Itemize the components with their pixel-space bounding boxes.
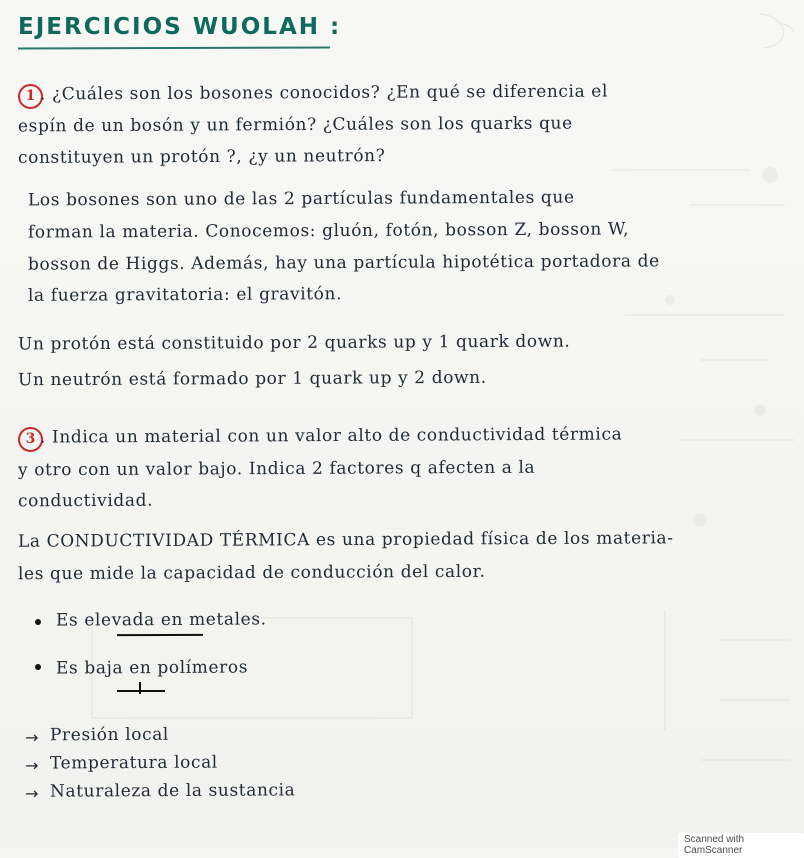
title-underline xyxy=(18,46,330,49)
question-number-3: 3 xyxy=(18,427,43,452)
neutron-composition: Un neutrón está formado por 1 quark up y 2 down. xyxy=(17,367,487,391)
bullet-dot-1 xyxy=(35,619,41,625)
factor-1: Presión local xyxy=(49,724,170,746)
camscanner-watermark: Scanned with CamScanner xyxy=(678,833,804,858)
underline-baja xyxy=(117,690,165,692)
bullet-2-text: Es baja en polímeros xyxy=(55,657,249,679)
bullet-dot-2 xyxy=(35,664,41,670)
answer-1-line-1: Los bosones son uno de las 2 partículas fundamentales que xyxy=(27,187,575,211)
factor-arrow-3: → xyxy=(25,784,39,803)
factor-arrow-2: → xyxy=(25,756,39,775)
underline-elevada xyxy=(117,634,203,636)
answer-3-line-1: La CONDUCTIVIDAD TÉRMICA es una propiedad física de los materia- xyxy=(17,528,674,552)
factor-2: Temperatura local xyxy=(49,752,218,774)
answer-1-line-2: forman la materia. Conocemos: gluón, fotón, bosson Z, bosson W, xyxy=(27,219,630,243)
proton-composition: Un protón está constituido por 2 quarks up y 1 quark down. xyxy=(17,331,571,355)
answer-1-line-3: bosson de Higgs. Además, hay una partícula hipotética portadora de xyxy=(27,251,660,275)
question-3-line-2: y otro con un valor bajo. Indica 2 factores q afecten a la xyxy=(17,457,536,481)
bullet-1-text: Es elevada en metales. xyxy=(55,609,267,631)
question-number-1: 1 xyxy=(18,84,43,109)
answer-3-line-2: les que mide la capacidad de conducción del calor. xyxy=(17,561,486,585)
question-1-line-3: constituyen un protón ?, ¿y un neutrón? xyxy=(17,146,386,168)
answer-1-line-4: la fuerza gravitatoria: el gravitón. xyxy=(27,284,343,306)
factor-3: Naturaleza de la sustancia xyxy=(49,780,296,802)
question-1-line-1: . ¿Cuáles son los bosones conocidos? ¿En qué se diferencia el xyxy=(39,81,609,105)
question-3-line-1: . Indica un material con un valor alto de conductividad térmica xyxy=(39,424,623,448)
page-title: EJERCICIOS WUOLAH : xyxy=(18,14,342,40)
factor-arrow-1: → xyxy=(25,728,39,747)
question-1-line-2: espín de un bosón y un fermión? ¿Cuáles son los quarks que xyxy=(17,113,573,137)
underline-baja-mark xyxy=(139,682,141,694)
question-3-line-3: conductividad. xyxy=(17,490,154,512)
